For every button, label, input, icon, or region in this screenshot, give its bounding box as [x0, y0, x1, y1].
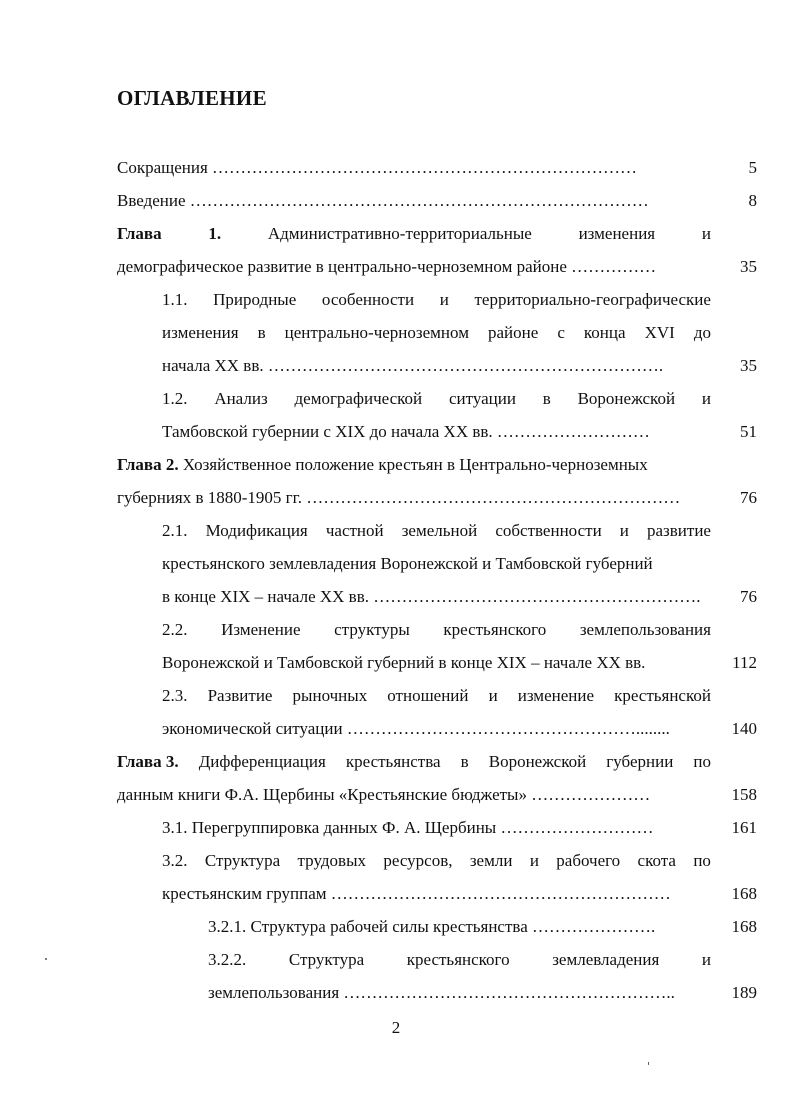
toc-chapter-1-line-1[interactable] — [117, 218, 711, 250]
toc-word: Развитие — [207, 686, 273, 705]
toc-section-1-1-line-3[interactable] — [162, 350, 707, 382]
page-title: ОГЛАВЛЕНИЕ — [117, 86, 267, 110]
toc-word: конца — [583, 323, 626, 342]
toc-page-number: 161 — [731, 818, 757, 837]
chapter-label: Глава 2. — [117, 455, 179, 474]
toc-word: в — [257, 323, 266, 342]
scan-speck — [648, 1062, 649, 1065]
toc-leader-dots: ………………………………………………………… — [306, 488, 681, 507]
toc-subsection-3-2-2-line-2[interactable] — [208, 977, 707, 1009]
toc-entry-text: начала XX вв. — [162, 356, 264, 375]
toc-word: 2.1. — [162, 521, 188, 540]
toc-entry-abbreviations[interactable] — [117, 152, 707, 184]
toc-leader-dots: ……………………………………………………………. — [267, 356, 664, 375]
toc-word: рабочего — [556, 851, 621, 870]
toc-leader-dots: ………………………………………………….. — [343, 983, 675, 1002]
toc-chapter-3-line-2[interactable] — [117, 779, 707, 811]
toc-page-number: 76 — [740, 587, 757, 606]
toc-word: рыночных — [292, 686, 368, 705]
chapter-label: Глава — [117, 224, 162, 243]
toc-word: в — [460, 752, 469, 771]
toc-entry-introduction[interactable] — [117, 185, 707, 217]
toc-word: 2.2. — [162, 620, 188, 639]
toc-entry-text: Тамбовской губернии с XIX до начала XX вв. — [162, 422, 493, 441]
toc-entry-text: крестьянского землевладения Воронежской и Тамбовской губерний — [162, 554, 653, 573]
toc-section-2-2-line-2[interactable] — [162, 647, 702, 679]
toc-word: ситуации — [448, 389, 516, 408]
toc-word: до — [693, 323, 711, 342]
toc-word: районе — [487, 323, 539, 342]
toc-chapter-3-line-1[interactable] — [117, 746, 711, 778]
toc-leader-dots: ……………………………………………........ — [346, 719, 670, 738]
toc-leader-dots: ……………………… — [496, 422, 650, 441]
toc-word: и — [439, 290, 449, 309]
toc-section-1-1-line-1[interactable] — [162, 284, 711, 316]
toc-entry-text: экономической ситуации — [162, 719, 343, 738]
toc-word: структуры — [334, 620, 410, 639]
toc-page-number: 168 — [731, 917, 757, 936]
toc-page-number: 35 — [740, 257, 757, 276]
toc-word: по — [693, 851, 711, 870]
toc-section-3-2-line-1[interactable] — [162, 845, 711, 877]
toc-page-number: 112 — [732, 653, 757, 672]
toc-word: и — [488, 686, 498, 705]
toc-entry-text: землепользования — [208, 983, 340, 1002]
toc-word: землевладения — [552, 950, 660, 969]
toc-leader-dots: …………………. — [532, 917, 656, 936]
toc-chapter-2-line-2[interactable] — [117, 482, 707, 514]
toc-entry-text: крестьянским группам — [162, 884, 327, 903]
toc-word: особенности — [321, 290, 415, 309]
toc-word: XVI — [644, 323, 675, 342]
toc-word: изменения — [578, 224, 656, 243]
toc-section-1-2-line-2[interactable] — [162, 416, 707, 448]
toc-word: демографической — [294, 389, 423, 408]
toc-page-number: 8 — [748, 191, 757, 210]
chapter-number: 1. — [208, 224, 222, 243]
toc-word: земельной — [401, 521, 478, 540]
toc-word: центрально-черноземном — [284, 323, 469, 342]
toc-word: территориально-географические — [474, 290, 711, 309]
toc-word: трудовых — [297, 851, 366, 870]
toc-entry-text: 3.2.1. Структура рабочей силы крестьянства — [208, 917, 528, 936]
toc-word: с — [557, 323, 565, 342]
toc-word: Дифференциация — [198, 752, 326, 771]
toc-word: ресурсов, — [383, 851, 453, 870]
toc-word: крестьянской — [614, 686, 711, 705]
chapter-label: Глава 3. — [117, 752, 179, 771]
toc-entry-text: губерниях в 1880-1905 гг. — [117, 488, 302, 507]
toc-leader-dots: …………… — [571, 257, 657, 276]
toc-section-3-1[interactable] — [162, 812, 707, 844]
toc-word: 2.3. — [162, 686, 188, 705]
toc-section-1-2-line-1[interactable] — [162, 383, 711, 415]
toc-word: 3.2.2. — [208, 950, 247, 969]
toc-word: в — [542, 389, 551, 408]
toc-entry-text: Сокращения — [117, 158, 208, 177]
toc-word: крестьянства — [345, 752, 441, 771]
toc-entry-text: Хозяйственное положение крестьян в Центрально-черноземных — [178, 455, 648, 474]
toc-word: Воронежской — [488, 752, 587, 771]
toc-word: и — [701, 950, 711, 969]
toc-section-2-1-line-2[interactable] — [162, 548, 711, 580]
scan-speck — [45, 958, 47, 960]
toc-word: земли — [469, 851, 513, 870]
toc-word: Структура — [288, 950, 365, 969]
toc-word: Изменение — [221, 620, 301, 639]
toc-page-number: 5 — [748, 158, 757, 177]
toc-entry-text: 3.1. Перегруппировка данных Ф. А. Щербины — [162, 818, 497, 837]
toc-page-number: 168 — [731, 884, 757, 903]
toc-page-number: 189 — [731, 983, 757, 1002]
toc-leader-dots: …………………………………………………… — [330, 884, 671, 903]
toc-leader-dots: ………………… — [531, 785, 651, 804]
toc-entry-text: в конце XIX – начале XX вв. — [162, 587, 369, 606]
toc-leader-dots: …………………………………………………. — [373, 587, 701, 606]
toc-chapter-1-line-2[interactable] — [117, 251, 707, 283]
toc-page-number: 51 — [740, 422, 757, 441]
toc-leader-dots: ……………………… — [500, 818, 654, 837]
toc-section-3-2-line-2[interactable] — [162, 878, 707, 910]
toc-word: 3.2. — [162, 851, 188, 870]
page-number: 2 — [391, 1018, 401, 1037]
toc-leader-dots: ………………………………………………………………… — [212, 158, 638, 177]
toc-word: землепользования — [579, 620, 711, 639]
toc-word: губернии — [606, 752, 674, 771]
toc-page-number: 140 — [731, 719, 757, 738]
toc-section-1-1-line-2[interactable] — [162, 317, 711, 349]
toc-section-2-1-line-1[interactable] — [162, 515, 711, 547]
toc-word: крестьянского — [443, 620, 547, 639]
toc-word: развитие — [647, 521, 711, 540]
toc-word: Административно-территориальные — [267, 224, 532, 243]
toc-entry-text: данным книги Ф.А. Щербины «Крестьянские бюджеты» — [117, 785, 527, 804]
toc-word: Структура — [204, 851, 281, 870]
toc-word: Воронежской — [577, 389, 676, 408]
toc-section-2-3-line-1[interactable] — [162, 680, 711, 712]
toc-word: изменение — [517, 686, 594, 705]
toc-word: Природные — [213, 290, 297, 309]
toc-subsection-3-2-2-line-1[interactable] — [208, 944, 711, 976]
toc-chapter-2-line-1[interactable] — [117, 449, 711, 481]
toc-word: и — [701, 224, 711, 243]
toc-word: и — [701, 389, 711, 408]
toc-word: изменения — [162, 323, 239, 342]
toc-section-2-2-line-1[interactable] — [162, 614, 711, 646]
toc-entry-text: Воронежской и Тамбовской губерний в конце XIX – начале XX вв. — [162, 653, 646, 672]
toc-word: и — [529, 851, 539, 870]
toc-entry-text: демографическое развитие в центрально-черноземном районе — [117, 257, 567, 276]
toc-section-2-1-line-3[interactable] — [162, 581, 707, 613]
toc-word: и — [619, 521, 629, 540]
toc-word: крестьянского — [406, 950, 510, 969]
toc-page-number: 35 — [740, 356, 757, 375]
toc-word: 1.2. — [162, 389, 188, 408]
toc-word: по — [693, 752, 711, 771]
toc-word: отношений — [387, 686, 469, 705]
toc-page-number: 76 — [740, 488, 757, 507]
toc-word: скота — [637, 851, 676, 870]
toc-subsection-3-2-1[interactable] — [208, 911, 707, 943]
toc-word: 1.1. — [162, 290, 188, 309]
toc-word: собственности — [495, 521, 602, 540]
toc-section-2-3-line-2[interactable] — [162, 713, 707, 745]
toc-word: Модификация — [205, 521, 308, 540]
toc-word: Анализ — [214, 389, 268, 408]
toc-leader-dots: ……………………………………………………………………… — [189, 191, 649, 210]
toc-page-number: 158 — [731, 785, 757, 804]
toc-entry-text: Введение — [117, 191, 186, 210]
toc-word: частной — [325, 521, 384, 540]
